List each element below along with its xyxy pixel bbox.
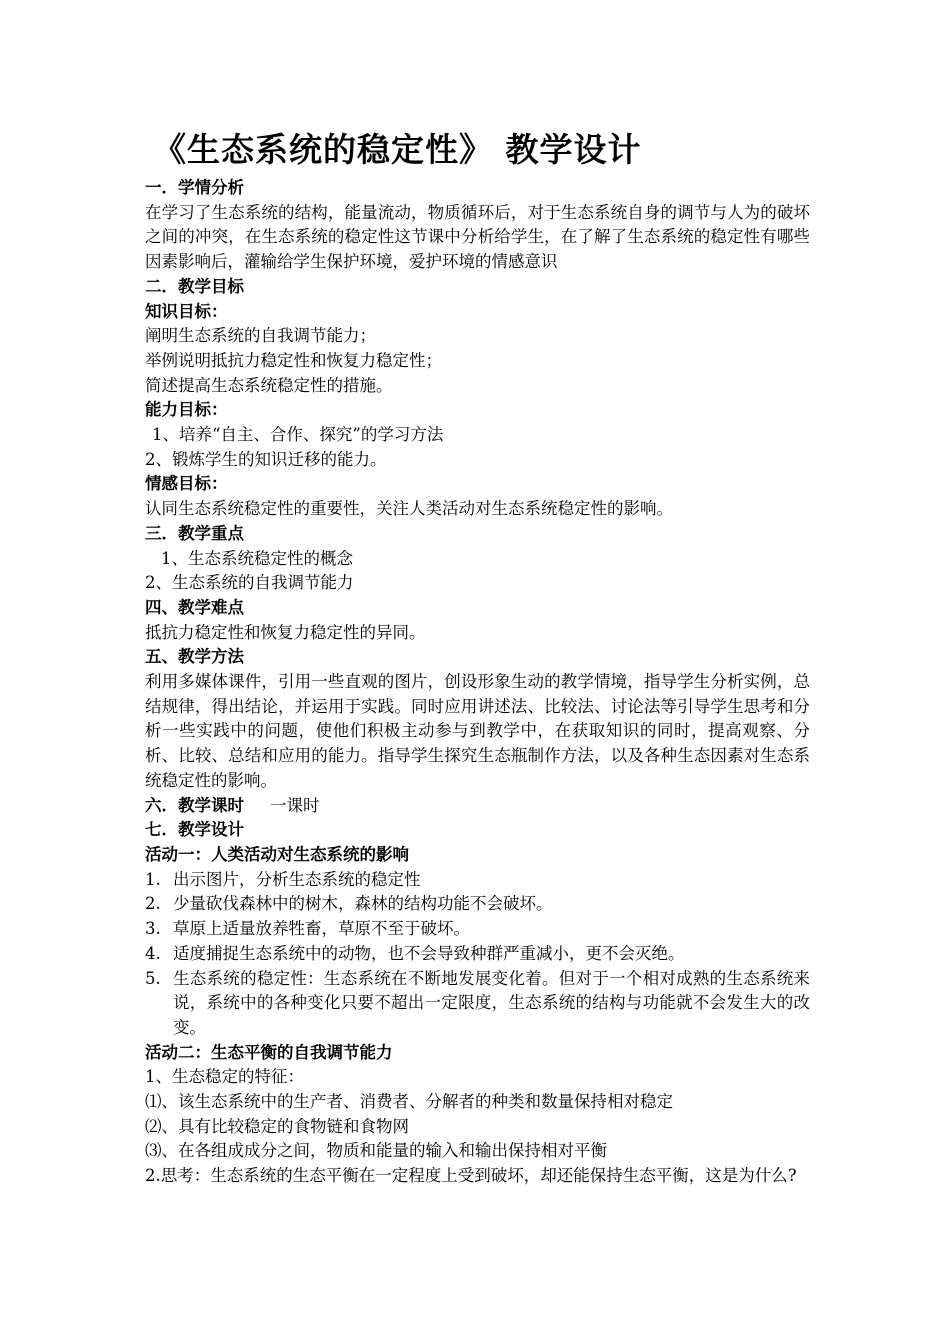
section-heading-6	[145, 794, 810, 819]
section-6-value: 一课时	[270, 795, 320, 815]
activity-2-line: 1、生态稳定的特征：	[145, 1067, 304, 1087]
ability-goal: 1、培养“自主、合作、探究”的学习方法	[152, 425, 444, 445]
document-page	[145, 128, 810, 1189]
section-heading-2: 二．教学目标	[145, 276, 244, 296]
knowledge-goals-heading: 知识目标：	[145, 301, 228, 321]
knowledge-goal: 简述提高生态系统稳定性的措施。	[145, 375, 393, 395]
section-heading-1: 一．学情分析	[145, 178, 244, 197]
list-text: 草原上适量放养牲畜，草原不至于破坏。	[173, 919, 470, 939]
activity-2-line: ⑶、在各组成成分之间，物质和能量的输入和输出保持相对平衡	[145, 1141, 607, 1161]
section-heading-7: 七．教学设计	[145, 820, 244, 840]
list-number: 5.	[145, 968, 161, 988]
key-point-item: 2、生态系统的自我调节能力	[145, 573, 354, 593]
list-text: 生态系统的稳定性：生态系统在不断地发展变化着。但对于一个相对成熟的生态系统来说，系统中的各种变化只要不超出一定限度，生态系统的结构与功能就不会发生大的改变。	[173, 968, 810, 1037]
section-heading-3: 三．教学重点	[145, 523, 244, 543]
knowledge-goal: 阐明生态系统的自我调节能力；	[145, 326, 376, 346]
list-text: 出示图片，分析生态系统的稳定性	[173, 869, 421, 889]
activity-1-heading: 活动一：人类活动对生态系统的影响	[145, 844, 409, 864]
list-item	[145, 892, 810, 917]
list-number: 2.	[145, 894, 161, 914]
list-item	[145, 868, 810, 893]
list-text: 少量砍伐森林中的树木，森林的结构功能不会破坏。	[173, 894, 553, 914]
activity-2-line: ⑴、该生态系统中的生产者、消费者、分解者的种类和数量保持相对稳定	[145, 1092, 673, 1112]
list-item	[145, 942, 810, 967]
key-point-item: 1、生态系统稳定性的概念	[161, 548, 353, 568]
activity-2-line: ⑵、具有比较稳定的食物链和食物网	[145, 1116, 409, 1136]
knowledge-goal: 举例说明抵抗力稳定性和恢复力稳定性；	[145, 350, 442, 370]
list-item	[145, 917, 810, 942]
ability-goal: 2、锻炼学生的知识迁移的能力。	[145, 449, 387, 469]
list-number: 3.	[145, 919, 161, 939]
think-question: 2.思考：生态系统的生态平衡在一定程度上受到破坏，却还能保持生态平衡，这是为什么?	[145, 1166, 797, 1186]
activity-2-heading: 活动二：生态平衡的自我调节能力	[145, 1042, 393, 1062]
section-heading-4: 四、教学难点	[145, 597, 244, 617]
list-number: 1.	[145, 869, 161, 889]
section-6-label: 六．教学课时	[145, 795, 244, 815]
emotion-goals-heading: 情感目标：	[145, 474, 228, 494]
emotion-goal: 认同生态系统稳定性的重要性，关注人类活动对生态系统稳定性的影响。	[145, 499, 673, 519]
list-number: 4.	[145, 943, 161, 963]
list-item	[145, 967, 810, 1041]
ability-goals-heading: 能力目标：	[145, 400, 228, 420]
section-5-text: 利用多媒体课件，引用一些直观的图片，创设形象生动的教学情境，指导学生分析实例，总结规律，得出结论，并运用于实践。同时应用讲述法、比较法、讨论法等引导学生思考和分析一些实践中的问题，使他们积极主动参与到教学中，在获取知识的同时，提高观察、分析、比较、总结和应用的能力。指导学生探究生态瓶制作方法，以及各种生态因素对生态系统稳定性的影响。	[145, 672, 810, 790]
section-1-text: 在学习了生态系统的结构，能量流动，物质循环后，对于生态系统自身的调节与人为的破坏之间的冲突，在生态系统的稳定性这节课中分析给学生，在了解了生态系统的稳定性有哪些因素影响后，灌输给学生保护环境，爱护环境的情感意识	[145, 202, 810, 272]
list-text: 适度捕捉生态系统中的动物，也不会导致种群严重减小，更不会灭绝。	[173, 943, 685, 963]
section-heading-5: 五、教学方法	[145, 647, 244, 667]
document-title: 《生态系统的稳定性》 教学设计	[153, 130, 642, 169]
section-4-text: 抵抗力稳定性和恢复力稳定性的异同。	[145, 622, 426, 642]
